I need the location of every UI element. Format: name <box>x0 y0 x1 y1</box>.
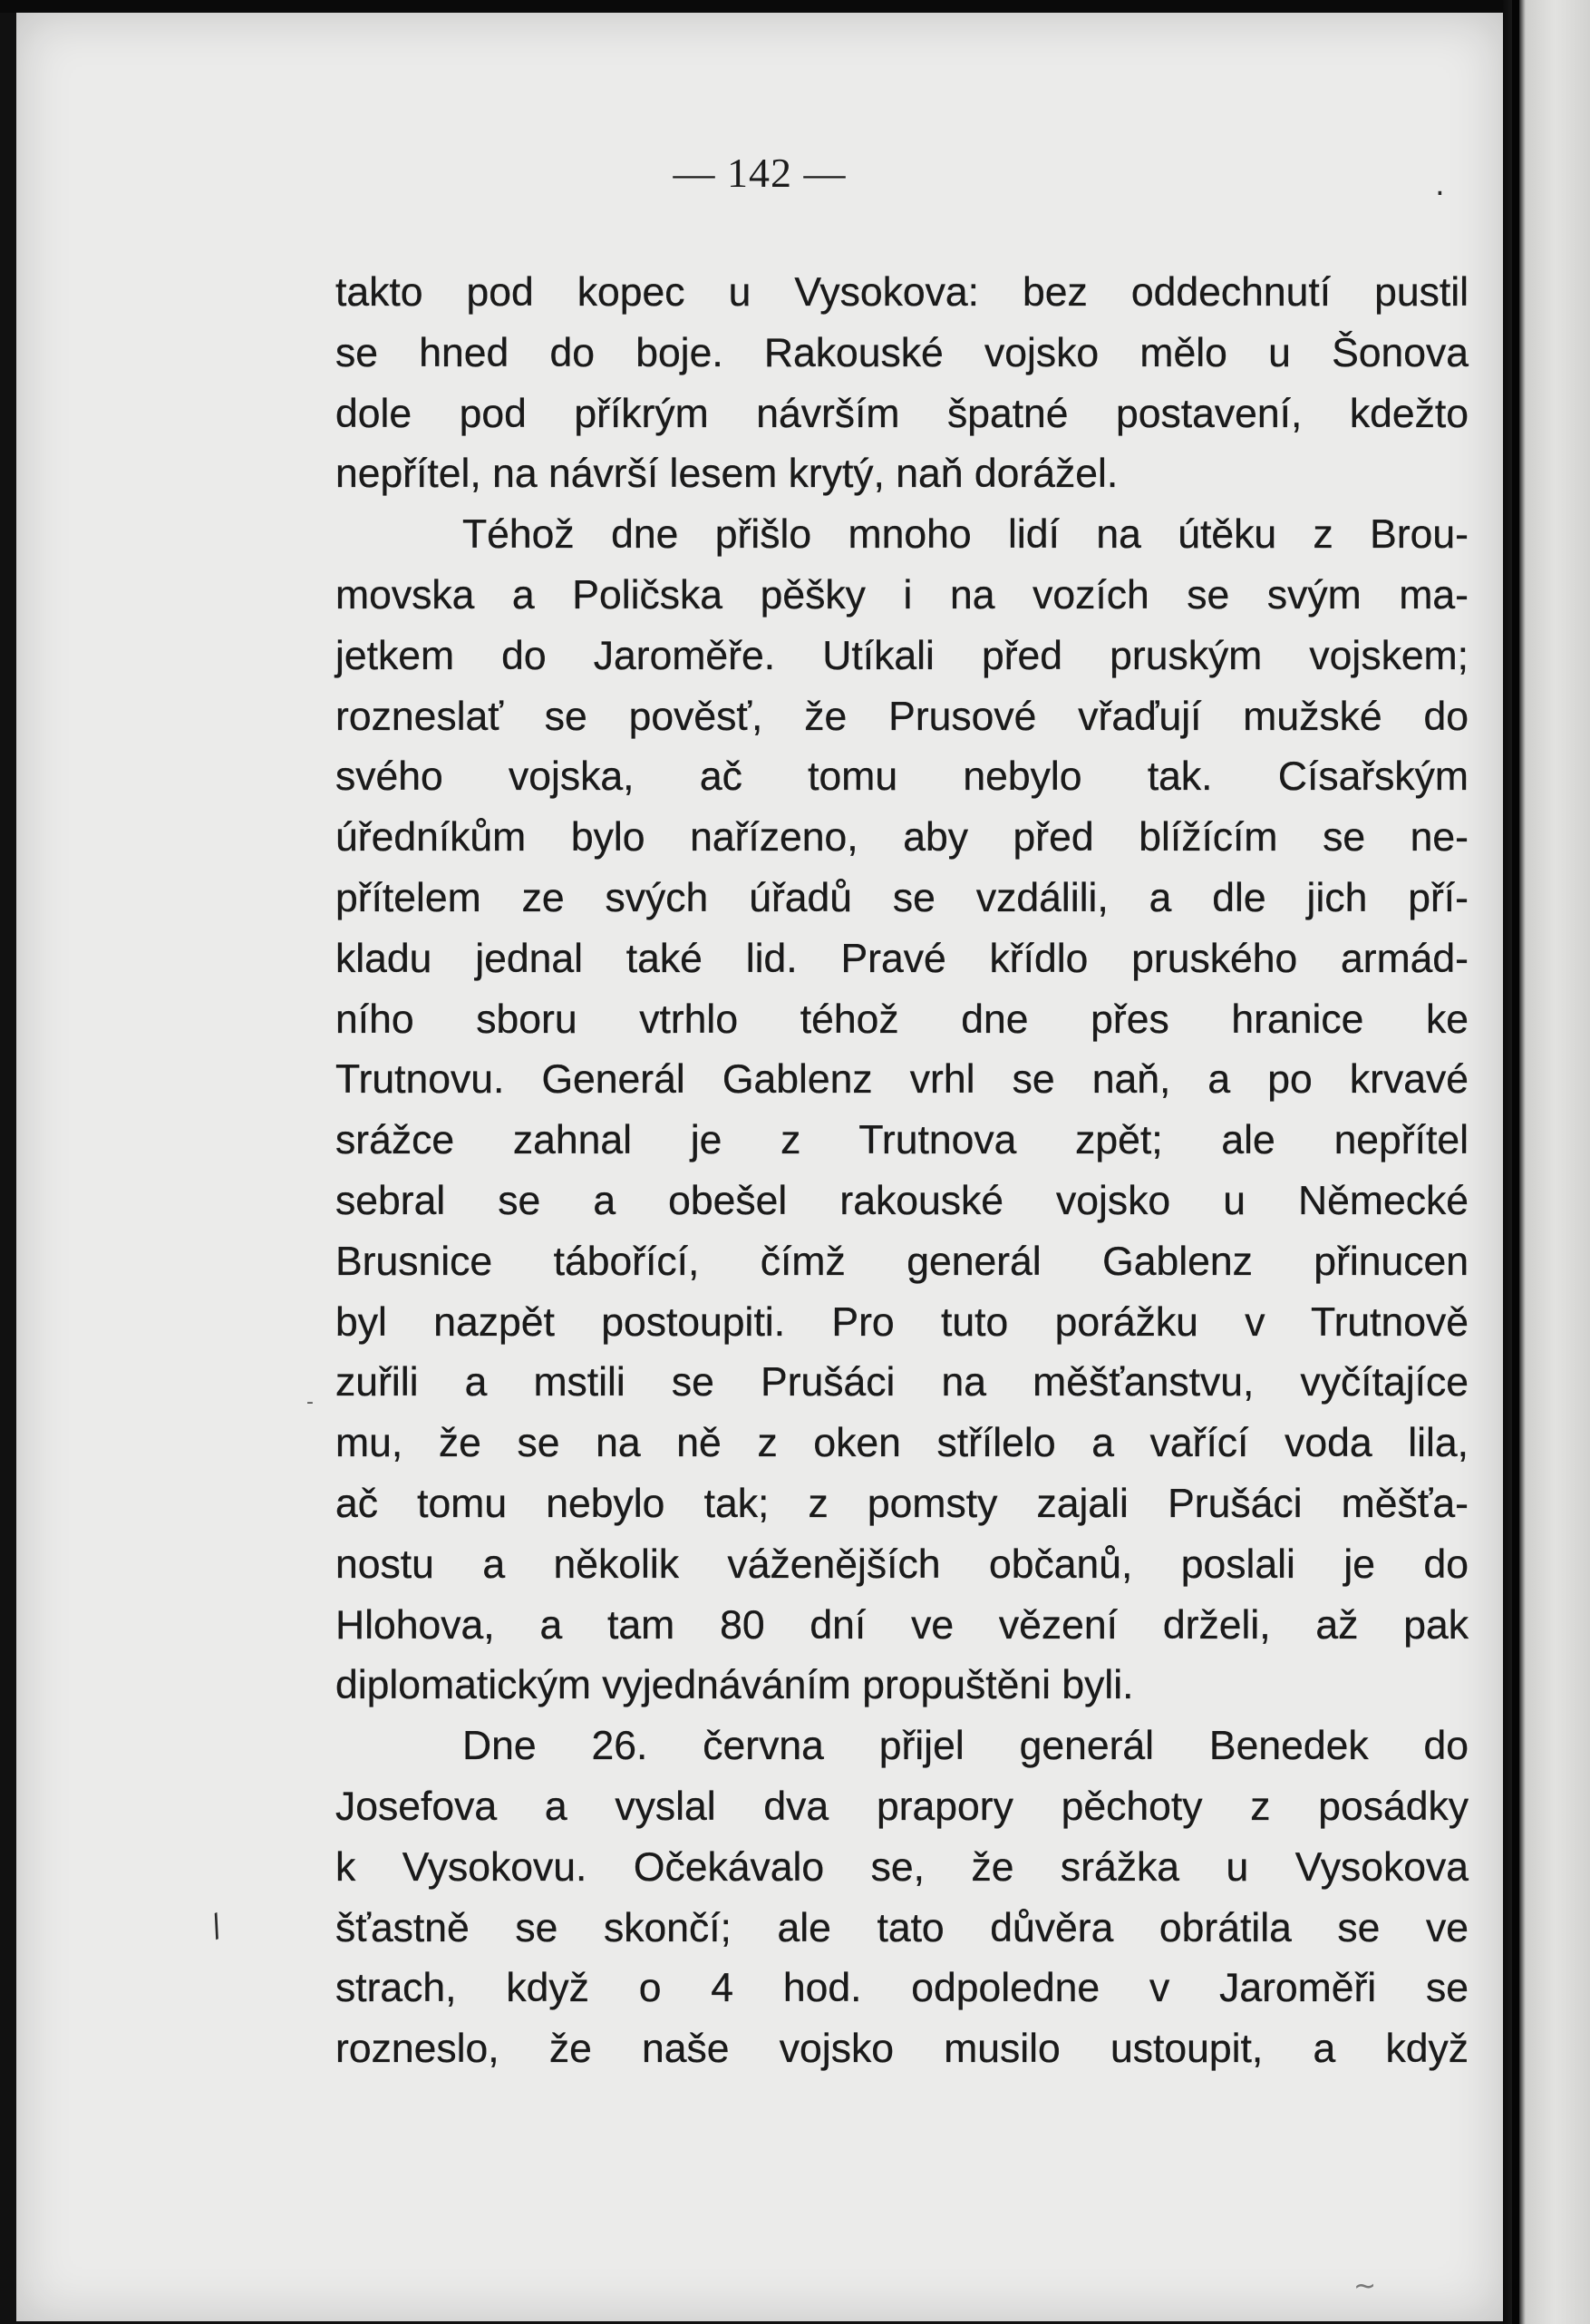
margin-dash: - <box>306 1391 314 1414</box>
text-line: srážce zahnal je z Trutnova zpět; ale nepřítel <box>335 1118 1469 1163</box>
adjacent-page-edge <box>1503 0 1590 2324</box>
text-line: k Vysokovu. Očekávalo se, že srážka u Vysokova <box>335 1844 1469 1890</box>
margin-pencil-mark: / <box>205 1907 228 1945</box>
body-text <box>335 263 1469 2080</box>
text-line: úředníkům bylo nařízeno, aby před blížícím se ne- <box>335 815 1469 861</box>
text-line: Josefova a vyslal dva prapory pěchoty z posádky <box>335 1784 1469 1829</box>
text-line: zuřili a mstili se Prušáci na měšťanstvu, vyčítajíce <box>335 1360 1469 1405</box>
text-line: nostu a několik váženějších občanů, poslali je do <box>335 1541 1469 1587</box>
text-line: mu, že se na ně z oken střílelo a vařící voda lila, <box>335 1421 1469 1466</box>
text-line: diplomatickým vyjednáváním propuštěni byli. <box>335 1663 1134 1708</box>
margin-smudge: ~ <box>1353 2271 1377 2302</box>
scan-top-edge <box>0 0 1590 13</box>
text-line: dole pod příkrým návrším špatné postavení, kdežto <box>335 391 1469 436</box>
text-line: kladu jednal také lid. Pravé křídlo pruského armád- <box>335 936 1469 981</box>
text-line: svého vojska, ač tomu nebylo tak. Císařským <box>335 754 1469 800</box>
margin-dot: . <box>1435 167 1445 203</box>
text-line: Hlohova, a tam 80 dní ve vězení drželi, až pak <box>335 1602 1469 1648</box>
gutter-shadow <box>1512 0 1519 2324</box>
text-line: byl nazpět postoupiti. Pro tuto porážku v Trutnově <box>335 1299 1469 1345</box>
text-line: Trutnovu. Generál Gablenz vrhl se naň, a po krvavé <box>335 1057 1469 1103</box>
page-number: — 142 — <box>673 150 847 196</box>
text-line: nepřítel, na návrší lesem krytý, naň dorážel. <box>335 452 1119 497</box>
text-line: rozneslo, že naše vojsko musilo ustoupit, a když <box>335 2027 1469 2072</box>
text-line: Dne 26. června přijel generál Benedek do <box>462 1724 1469 1769</box>
text-line: Brusnice tábořící, čímž generál Gablenz přinucen <box>335 1239 1469 1284</box>
book-page <box>16 13 1503 2321</box>
text-line: sebral se a obešel rakouské vojsko u Německé <box>335 1178 1469 1223</box>
text-line: takto pod kopec u Vysokova: bez oddechnutí pustil <box>335 270 1469 315</box>
text-line: ního sboru vtrhlo téhož dne přes hranice ke <box>335 997 1469 1042</box>
text-line: jetkem do Jaroměře. Utíkali před pruským vojskem; <box>335 633 1469 678</box>
text-line: se hned do boje. Rakouské vojsko mělo u Šonova <box>335 330 1469 375</box>
text-line: šťastně se skončí; ale tato důvěra obrátila se ve <box>335 1905 1469 1950</box>
text-line: přítelem ze svých úřadů se vzdálili, a dle jich pří- <box>335 875 1469 920</box>
text-line: ač tomu nebylo tak; z pomsty zajali Prušáci měšťa- <box>335 1481 1469 1526</box>
text-line: movska a Poličska pěšky i na vozích se svým ma- <box>335 572 1469 617</box>
text-line: rozneslať se pověsť, že Prusové vřaďují mužské do <box>335 694 1469 739</box>
text-line: strach, když o 4 hod. odpoledne v Jaroměři se <box>335 1966 1469 2011</box>
text-line: Téhož dne přišlo mnoho lidí na útěku z Brou- <box>462 512 1469 558</box>
